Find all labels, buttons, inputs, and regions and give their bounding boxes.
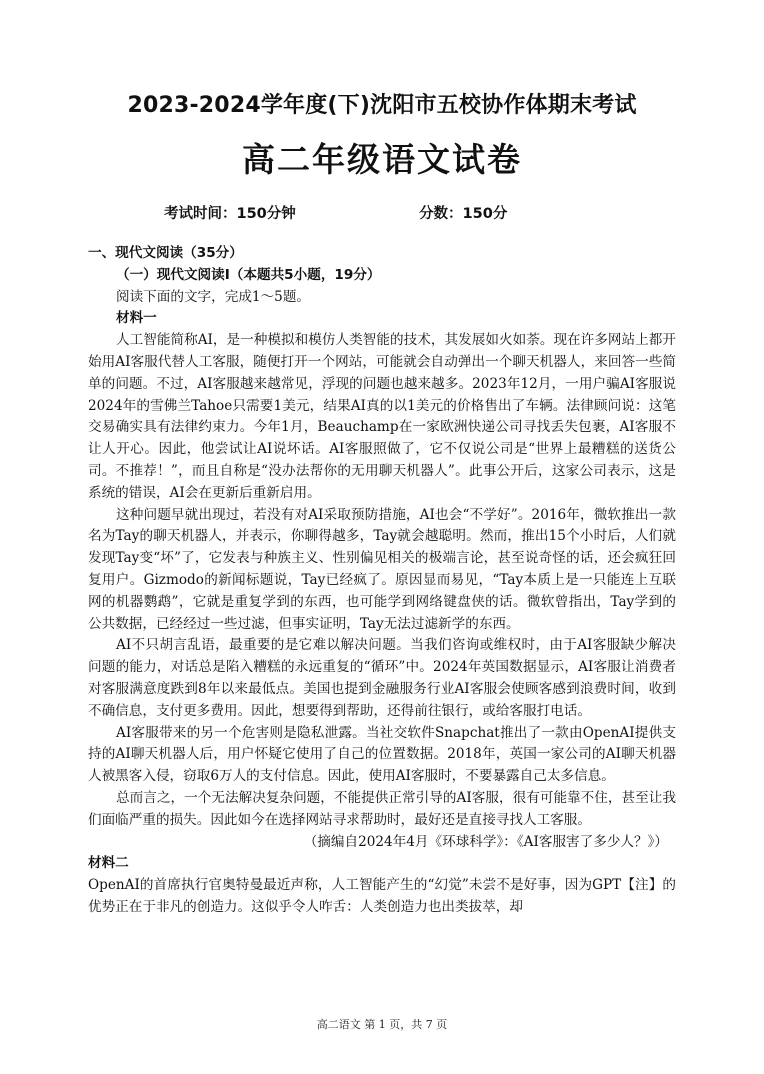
material-one-source: （摘编自2024年4月《环球科学》：《AI客服害了多少人？》） [303,833,668,850]
exam-meta [164,202,507,223]
material-one-paragraph: AI不只胡言乱语，最重要的是它难以解决问题。当我们咨询或维权时，由于AI客服缺少解决问题的能力，对话总是陷入糟糕的永远重复的“循环”中。2024年英国数据显示，AI客服让消费者对客服满意度跌到8年以来最低点。美国也提到金融服务行业AI客服会使顾客感到浪费时间，收到不确信息，支付更多费用。因此，想要得到帮助，还得前往银行，或给客服打电话。 [88,637,676,719]
exam-title: 2023-2024学年度(下)沈阳市五校协作体期末考试 [127,93,637,118]
page-footer: 高二语文 第 1 页，共 7 页 [316,1018,448,1031]
material-two-paragraph: OpenAI的首席执行官奥特曼最近声称，人工智能产生的“幻觉”未尝不是好事，因为GPT【注】的优势正在于非凡的创造力。这似乎令人咋舌：人类创造力也出类拔萃，却 [88,877,676,915]
exam-time: 考试时间：150分钟 [164,206,296,222]
instruction: 阅读下面的文字，完成1～5题。 [116,288,311,305]
reading-content [88,243,676,919]
section-heading: 一、现代文阅读（35分） [88,245,243,261]
material-one-label: 材料一 [116,310,157,327]
paper-title: 高二年级语文试卷 [242,140,522,179]
material-one-paragraph: 总而言之，一个无法解决复杂问题，不能提供正常引导的AI客服，很有可能靠不住，甚至让我们面临严重的损失。因此如今在选择网站寻求帮助时，最好还是直接寻找人工客服。 [88,789,676,828]
exam-score: 分数：150分 [419,206,508,222]
material-one-paragraph: AI客服带来的另一个危害则是隐私泄露。当社交软件Snapchat推出了一款由OpenAI提供支持的AI聊天机器人后，用户怀疑它使用了自己的位置数据。2018年，英国一家公司的AI聊天机器人被黑客入侵，窃取6万人的支付信息。因此，使用AI客服时，不要暴露自己太多信息。 [88,724,676,785]
section-subheading: （一）现代文阅读Ⅰ（本题共5小题，19分） [116,266,381,283]
material-one-paragraph: 这种问题早就出现过，若没有对AI采取预防措施，AI也会“不学好”。2016年，微软推出一款名为Tay的聊天机器人，并表示，你聊得越多，Tay就会越聪明。然而，推出15个小时后，人们就发现Tay变“坏”了，它发表与种族主义、性别偏见相关的极端言论，甚至说奇怪的话，还会疯狂回复用户。Gizmodo的新闻标题说，Tay已经疯了。原因显而易见，“Tay本质上是一只能连上互联网的机器鹦鹉”，它就是重复学到的东西，也可能学到网络键盘侠的话。微软曾指出，Tay学到的公共数据，已经经过一些过滤，但事实证明，Tay无法过滤新学的东西。 [88,506,676,632]
material-two-label: 材料二 [88,855,129,872]
material-one-paragraph: 人工智能简称AI，是一种模拟和模仿人类智能的技术，其发展如火如荼。现在许多网站上都开始用AI客服代替人工客服，随便打开一个网站，可能就会自动弹出一个聊天机器人，来回答一些简单的问题。不过，AI客服越来越常见，浮现的问题也越来越多。2023年12月，一用户骗AI客服说2024年的雪佛兰Tahoe只需要1美元，结果AI真的以1美元的价格售出了车辆。法律顾问说：这笔交易确实具有法律约束力。今年1月，Beauchamp在一家欧洲快递公司寻找丢失包裹，AI客服不让人开心。因此，他尝试让AI说坏话。AI客服照做了，它不仅说公司是“世界上最糟糕的送货公司。不推荐！”，而且自称是“没办法帮你的无用聊天机器人”。此事公开后，这家公司表示，这是系统的错误，AI会在更新后重新启用。 [88,332,676,501]
